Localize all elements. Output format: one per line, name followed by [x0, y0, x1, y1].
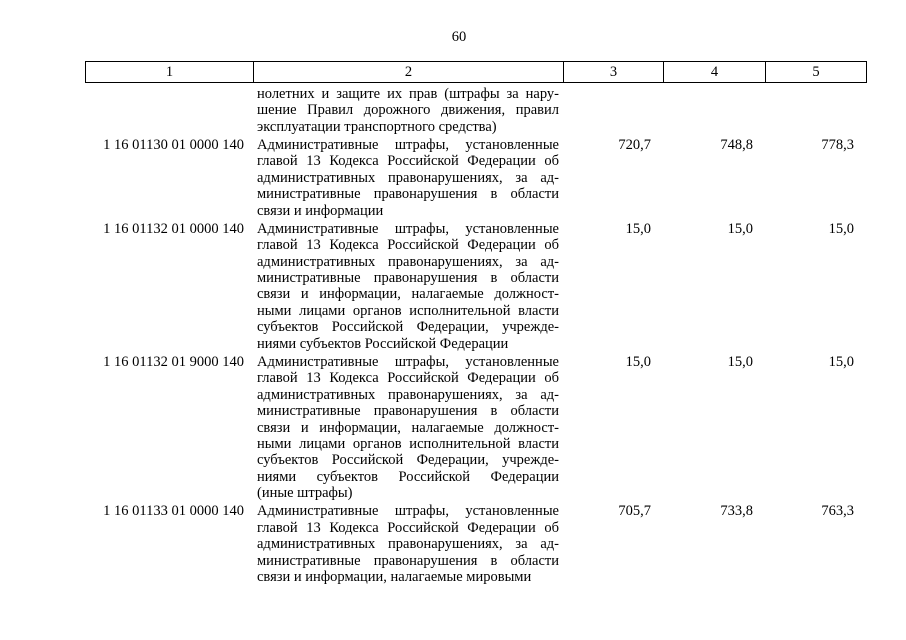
revenue-name — [253, 354, 559, 502]
revenue-name-line: главой 13 Кодекса Российской Федерации об — [257, 237, 559, 254]
header-cell-5: 5 — [766, 62, 867, 83]
budget-code: 1 16 01130 01 0000 140 — [103, 137, 244, 154]
table-header — [85, 61, 867, 83]
revenue-name-line: главой 13 Кодекса Российской Федерации об — [257, 519, 559, 536]
revenue-name-line: главой 13 Кодекса Российской Федерации об — [257, 370, 559, 387]
budget-code: 1 16 01132 01 9000 140 — [103, 353, 244, 370]
revenue-name-line: министративные правонарушения в области — [257, 552, 559, 569]
header-cell-3: 3 — [564, 62, 664, 83]
revenue-name-line: министративные правонарушения в области — [257, 403, 559, 420]
revenue-name-line: ными лицами органов исполнительной власти — [257, 435, 559, 452]
budget-code: 1 16 01132 01 0000 140 — [103, 220, 244, 237]
revenue-name-line: связи и информации, налагаемые должност- — [257, 419, 559, 436]
revenue-name-line: ниями субъектов Российской Федерации — [257, 468, 559, 485]
revenue-name-line: эксплуатации транспортного средства) — [257, 118, 497, 135]
amount-year-3: 15,0 — [828, 220, 854, 237]
revenue-name-line: административных правонарушениях, за ад- — [257, 536, 559, 553]
revenue-name-line: шение Правил дорожного движения, правил — [257, 102, 559, 119]
amount-year-3: 15,0 — [828, 353, 854, 370]
header-cell-1: 1 — [86, 62, 254, 83]
amount-year-3: 778,3 — [821, 137, 854, 154]
revenue-name-line: ниями субъектов Российской Федерации — [257, 335, 509, 352]
revenue-name-line: субъектов Российской Федерации, учрежде- — [257, 319, 559, 336]
amount-year-2: 15,0 — [727, 353, 753, 370]
amount-year-1: 705,7 — [618, 503, 651, 520]
revenue-name-line: министративные правонарушения в области — [257, 270, 559, 287]
amount-year-2: 748,8 — [720, 137, 753, 154]
table-row — [85, 503, 866, 585]
revenue-name-line: Административные штрафы, установленные — [257, 220, 559, 237]
revenue-name-line: (иные штрафы) — [257, 485, 353, 502]
amount-year-2: 15,0 — [727, 220, 753, 237]
table-row — [85, 86, 866, 135]
budget-code: 1 16 01133 01 0000 140 — [103, 503, 244, 520]
amount-year-2: 733,8 — [720, 503, 753, 520]
revenue-name — [253, 503, 559, 585]
amount-year-1: 15,0 — [625, 220, 651, 237]
revenue-name-line: административных правонарушениях, за ад- — [257, 253, 559, 270]
revenue-name-line: министративные правонарушения в области — [257, 186, 559, 203]
amount-year-3: 763,3 — [821, 503, 854, 520]
amount-year-1: 15,0 — [625, 353, 651, 370]
revenue-name-line: административных правонарушениях, за ад- — [257, 169, 559, 186]
amount-year-1: 720,7 — [618, 137, 651, 154]
header-cell-2: 2 — [254, 62, 564, 83]
header-row — [86, 62, 867, 83]
header-cell-4: 4 — [664, 62, 766, 83]
page-number: 60 — [451, 29, 467, 45]
revenue-name-line: Административные штрафы, установленные — [257, 353, 559, 370]
revenue-name-line: связи и информации, налагаемые мировыми — [257, 568, 532, 585]
revenue-name-line: главой 13 Кодекса Российской Федерации об — [257, 153, 559, 170]
revenue-name-line: связи и информации, налагаемые должност- — [257, 286, 559, 303]
revenue-name — [253, 221, 559, 352]
revenue-name-line: связи и информации — [257, 202, 384, 219]
table-row — [85, 137, 866, 219]
table-body — [85, 86, 866, 585]
revenue-name — [253, 137, 559, 219]
revenue-name-line: Административные штрафы, установленные — [257, 137, 559, 154]
revenue-name-line: административных правонарушениях, за ад- — [257, 386, 559, 403]
revenue-name-line: ными лицами органов исполнительной власти — [257, 302, 559, 319]
table-row — [85, 354, 866, 502]
table-row — [85, 221, 866, 352]
revenue-name-line: субъектов Российской Федерации, учрежде- — [257, 452, 559, 469]
revenue-name-line: Административные штрафы, установленные — [257, 503, 559, 520]
revenue-name — [253, 86, 559, 135]
revenue-name-line: нолетних и защите их прав (штрафы за нару- — [257, 86, 559, 102]
